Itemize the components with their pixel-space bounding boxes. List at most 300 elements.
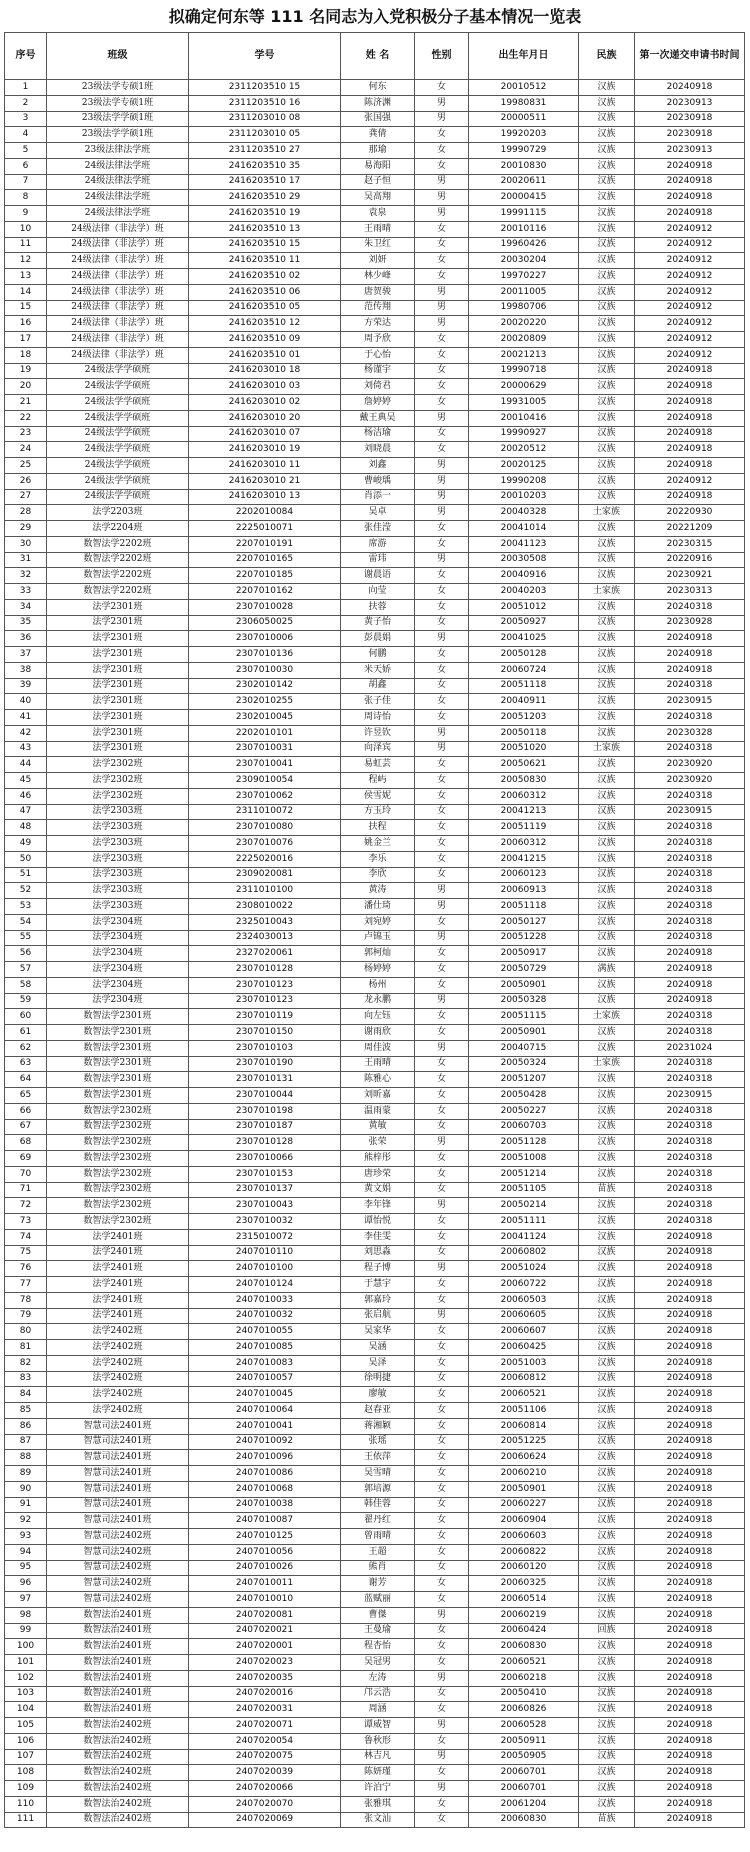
cell-application-date: 20240318 (635, 678, 745, 694)
cell-student-id: 2307010136 (189, 647, 341, 663)
cell-ethnicity: 回族 (579, 1623, 635, 1639)
cell-name: 杨婷婷 (341, 962, 415, 978)
cell-application-date: 20240918 (635, 1466, 745, 1482)
cell-student-id: 2407010033 (189, 1292, 341, 1308)
cell-class: 法学2401班 (47, 1277, 189, 1293)
cell-student-id: 2225020016 (189, 851, 341, 867)
cell-name: 刘晓晨 (341, 442, 415, 458)
cell-index: 98 (5, 1607, 47, 1623)
cell-birthdate: 20050118 (469, 725, 579, 741)
cell-ethnicity: 汉族 (579, 363, 635, 379)
cell-student-id: 2308010022 (189, 899, 341, 915)
cell-birthdate: 20050905 (469, 1749, 579, 1765)
cell-application-date: 20240918 (635, 1277, 745, 1293)
cell-class: 法学2301班 (47, 741, 189, 757)
cell-index: 79 (5, 1308, 47, 1324)
cell-birthdate: 20060120 (469, 1560, 579, 1576)
cell-birthdate: 20041215 (469, 851, 579, 867)
cell-application-date: 20240318 (635, 788, 745, 804)
cell-name: 曹峻瑀 (341, 473, 415, 489)
cell-gender: 男 (415, 95, 469, 111)
cell-class: 数智法治2402班 (47, 1733, 189, 1749)
cell-index: 62 (5, 1040, 47, 1056)
table-row (5, 489, 745, 505)
cell-birthdate: 20051111 (469, 1214, 579, 1230)
cell-student-id: 2407010055 (189, 1324, 341, 1340)
cell-application-date: 20240318 (635, 1103, 745, 1119)
cell-student-id: 2327020061 (189, 946, 341, 962)
cell-ethnicity: 汉族 (579, 1387, 635, 1403)
cell-student-id: 2307010028 (189, 599, 341, 615)
cell-ethnicity: 汉族 (579, 977, 635, 993)
cell-class: 法学2301班 (47, 725, 189, 741)
cell-ethnicity: 汉族 (579, 820, 635, 836)
cell-birthdate: 20051020 (469, 741, 579, 757)
cell-ethnicity: 汉族 (579, 804, 635, 820)
cell-class: 24级法学学硕班 (47, 395, 189, 411)
cell-student-id: 2416203510 06 (189, 284, 341, 300)
cell-ethnicity: 汉族 (579, 1576, 635, 1592)
cell-index: 64 (5, 1072, 47, 1088)
cell-ethnicity: 汉族 (579, 1639, 635, 1655)
cell-application-date: 20230918 (635, 111, 745, 127)
cell-student-id: 2407010125 (189, 1529, 341, 1545)
cell-application-date: 20240918 (635, 1308, 745, 1324)
table-row (5, 1025, 745, 1041)
cell-class: 24级法学学硕班 (47, 426, 189, 442)
cell-birthdate: 19990927 (469, 426, 579, 442)
cell-class: 法学2401班 (47, 1292, 189, 1308)
cell-name: 刘宛婷 (341, 914, 415, 930)
cell-class: 24级法学学硕班 (47, 489, 189, 505)
cell-ethnicity: 汉族 (579, 1497, 635, 1513)
table-row (5, 1765, 745, 1781)
cell-gender: 女 (415, 442, 469, 458)
cell-index: 107 (5, 1749, 47, 1765)
cell-name: 黄涛 (341, 883, 415, 899)
cell-student-id: 2307010041 (189, 757, 341, 773)
cell-class: 智慧司法2402班 (47, 1592, 189, 1608)
cell-index: 8 (5, 190, 47, 206)
cell-name: 谢晨语 (341, 568, 415, 584)
cell-gender: 女 (415, 1529, 469, 1545)
cell-name: 谭怡悦 (341, 1214, 415, 1230)
cell-gender: 女 (415, 1009, 469, 1025)
cell-birthdate: 20010416 (469, 410, 579, 426)
cell-gender: 女 (415, 678, 469, 694)
table-row (5, 1072, 745, 1088)
table-row (5, 1796, 745, 1812)
header-cell-gender: 性别 (415, 33, 469, 80)
table-row (5, 757, 745, 773)
cell-class: 数智法学2302班 (47, 1103, 189, 1119)
cell-gender: 女 (415, 363, 469, 379)
cell-ethnicity: 汉族 (579, 1733, 635, 1749)
cell-class: 法学2302班 (47, 773, 189, 789)
cell-student-id: 2307010153 (189, 1166, 341, 1182)
cell-student-id: 2307010123 (189, 993, 341, 1009)
cell-name: 戴王典吴 (341, 410, 415, 426)
cell-class: 法学2204班 (47, 521, 189, 537)
table-row (5, 1434, 745, 1450)
cell-name: 雷玮 (341, 552, 415, 568)
cell-student-id: 2307010131 (189, 1072, 341, 1088)
cell-application-date: 20240918 (635, 442, 745, 458)
table-row (5, 111, 745, 127)
cell-birthdate: 20050911 (469, 1733, 579, 1749)
cell-name: 左涛 (341, 1670, 415, 1686)
cell-student-id: 2311203510 15 (189, 80, 341, 96)
cell-ethnicity: 汉族 (579, 269, 635, 285)
cell-student-id: 2416203010 19 (189, 442, 341, 458)
cell-gender: 女 (415, 977, 469, 993)
cell-application-date: 20240918 (635, 1544, 745, 1560)
table-body (5, 80, 745, 1828)
cell-gender: 女 (415, 269, 469, 285)
cell-gender: 女 (415, 1387, 469, 1403)
cell-gender: 女 (415, 1072, 469, 1088)
cell-application-date: 20240918 (635, 1733, 745, 1749)
cell-name: 范传翔 (341, 300, 415, 316)
cell-application-date: 20240918 (635, 1576, 745, 1592)
cell-student-id: 2207010185 (189, 568, 341, 584)
cell-gender: 男 (415, 473, 469, 489)
cell-class: 23级法学学硕1班 (47, 111, 189, 127)
table-row (5, 347, 745, 363)
cell-gender: 女 (415, 1371, 469, 1387)
table-row (5, 773, 745, 789)
cell-birthdate: 20051119 (469, 820, 579, 836)
cell-class: 法学2301班 (47, 647, 189, 663)
cell-ethnicity: 土家族 (579, 1009, 635, 1025)
cell-student-id: 2407020023 (189, 1655, 341, 1671)
cell-index: 22 (5, 410, 47, 426)
cell-gender: 女 (415, 1277, 469, 1293)
cell-ethnicity: 汉族 (579, 127, 635, 143)
table-row (5, 1718, 745, 1734)
cell-name: 刘昕嘉 (341, 1088, 415, 1104)
cell-ethnicity: 汉族 (579, 1324, 635, 1340)
cell-index: 54 (5, 914, 47, 930)
cell-index: 29 (5, 521, 47, 537)
cell-name: 曾雨晴 (341, 1529, 415, 1545)
table-row (5, 1592, 745, 1608)
cell-index: 36 (5, 631, 47, 647)
cell-name: 黄敏 (341, 1119, 415, 1135)
cell-birthdate: 20010116 (469, 221, 579, 237)
table-row (5, 820, 745, 836)
cell-application-date: 20240918 (635, 174, 745, 190)
cell-class: 法学2301班 (47, 662, 189, 678)
cell-birthdate: 20050830 (469, 773, 579, 789)
cell-student-id: 2307010066 (189, 1151, 341, 1167)
cell-class: 法学2301班 (47, 694, 189, 710)
cell-birthdate: 20010512 (469, 80, 579, 96)
cell-application-date: 20240918 (635, 1781, 745, 1797)
cell-birthdate: 20051225 (469, 1434, 579, 1450)
cell-ethnicity: 汉族 (579, 1135, 635, 1151)
cell-class: 24级法律（非法学）班 (47, 332, 189, 348)
cell-index: 84 (5, 1387, 47, 1403)
cell-student-id: 2302010255 (189, 694, 341, 710)
cell-student-id: 2407010057 (189, 1371, 341, 1387)
cell-class: 法学2402班 (47, 1340, 189, 1356)
cell-gender: 女 (415, 773, 469, 789)
cell-name: 那瑜 (341, 143, 415, 159)
cell-birthdate: 20051228 (469, 930, 579, 946)
table-row (5, 1245, 745, 1261)
cell-index: 99 (5, 1623, 47, 1639)
cell-ethnicity: 汉族 (579, 1702, 635, 1718)
cell-birthdate: 20060521 (469, 1655, 579, 1671)
cell-ethnicity: 苗族 (579, 1182, 635, 1198)
cell-gender: 女 (415, 1088, 469, 1104)
cell-index: 103 (5, 1686, 47, 1702)
cell-ethnicity: 汉族 (579, 458, 635, 474)
cell-index: 75 (5, 1245, 47, 1261)
table-row (5, 1686, 745, 1702)
cell-student-id: 2407010045 (189, 1387, 341, 1403)
cell-student-id: 2407010068 (189, 1481, 341, 1497)
cell-student-id: 2407010010 (189, 1592, 341, 1608)
cell-class: 数智法学2302班 (47, 1119, 189, 1135)
cell-name: 李佳雯 (341, 1229, 415, 1245)
cell-name: 扶程 (341, 820, 415, 836)
table-row (5, 930, 745, 946)
table-row (5, 678, 745, 694)
cell-application-date: 20240918 (635, 1229, 745, 1245)
cell-application-date: 20240918 (635, 1529, 745, 1545)
table-row (5, 1355, 745, 1371)
cell-index: 68 (5, 1135, 47, 1151)
cell-application-date: 20240912 (635, 237, 745, 253)
cell-application-date: 20240318 (635, 914, 745, 930)
cell-ethnicity: 汉族 (579, 1749, 635, 1765)
cell-class: 法学2401班 (47, 1261, 189, 1277)
cell-index: 69 (5, 1151, 47, 1167)
cell-gender: 女 (415, 80, 469, 96)
cell-class: 法学2402班 (47, 1324, 189, 1340)
cell-birthdate: 20050324 (469, 1056, 579, 1072)
cell-name: 刘鑫 (341, 458, 415, 474)
cell-application-date: 20240318 (635, 899, 745, 915)
cell-application-date: 20240318 (635, 1214, 745, 1230)
cell-student-id: 2307010198 (189, 1103, 341, 1119)
cell-name: 向左钰 (341, 1009, 415, 1025)
table-row (5, 95, 745, 111)
cell-gender: 女 (415, 599, 469, 615)
cell-application-date: 20240918 (635, 410, 745, 426)
cell-application-date: 20240918 (635, 395, 745, 411)
cell-class: 数智法学2301班 (47, 1009, 189, 1025)
cell-birthdate: 20060325 (469, 1576, 579, 1592)
cell-student-id: 2407010087 (189, 1513, 341, 1529)
table-row (5, 1277, 745, 1293)
cell-application-date: 20240918 (635, 206, 745, 222)
cell-ethnicity: 汉族 (579, 710, 635, 726)
cell-class: 24级法律（非法学）班 (47, 221, 189, 237)
cell-index: 25 (5, 458, 47, 474)
table-row (5, 615, 745, 631)
cell-student-id: 2416203510 13 (189, 221, 341, 237)
cell-class: 智慧司法2401班 (47, 1450, 189, 1466)
cell-application-date: 20240918 (635, 1450, 745, 1466)
cell-gender: 女 (415, 1324, 469, 1340)
cell-index: 14 (5, 284, 47, 300)
cell-birthdate: 20000629 (469, 379, 579, 395)
cell-gender: 男 (415, 552, 469, 568)
cell-class: 数智法治2401班 (47, 1639, 189, 1655)
cell-ethnicity: 汉族 (579, 1151, 635, 1167)
cell-index: 48 (5, 820, 47, 836)
cell-gender: 女 (415, 536, 469, 552)
cell-application-date: 20240318 (635, 741, 745, 757)
table-row (5, 395, 745, 411)
cell-application-date: 20231024 (635, 1040, 745, 1056)
cell-ethnicity: 汉族 (579, 725, 635, 741)
table-row (5, 221, 745, 237)
cell-class: 智慧司法2402班 (47, 1529, 189, 1545)
cell-birthdate: 19980831 (469, 95, 579, 111)
cell-application-date: 20240918 (635, 489, 745, 505)
cell-application-date: 20240918 (635, 1261, 745, 1277)
table-row (5, 1182, 745, 1198)
cell-gender: 男 (415, 505, 469, 521)
cell-index: 10 (5, 221, 47, 237)
cell-index: 90 (5, 1481, 47, 1497)
cell-application-date: 20240918 (635, 1765, 745, 1781)
cell-name: 程屿 (341, 773, 415, 789)
cell-index: 13 (5, 269, 47, 285)
table-row (5, 363, 745, 379)
cell-student-id: 2207010165 (189, 552, 341, 568)
cell-application-date: 20240318 (635, 710, 745, 726)
cell-index: 50 (5, 851, 47, 867)
cell-ethnicity: 汉族 (579, 1607, 635, 1623)
cell-name: 陈济渊 (341, 95, 415, 111)
cell-class: 23级法学专硕1班 (47, 95, 189, 111)
table-row (5, 1733, 745, 1749)
cell-birthdate: 20060830 (469, 1812, 579, 1828)
cell-student-id: 2307010128 (189, 962, 341, 978)
cell-ethnicity: 汉族 (579, 1103, 635, 1119)
cell-gender: 女 (415, 836, 469, 852)
table-row (5, 237, 745, 253)
cell-birthdate: 20051115 (469, 1009, 579, 1025)
cell-student-id: 2416203510 01 (189, 347, 341, 363)
cell-name: 张瑶 (341, 1434, 415, 1450)
activist-table (4, 32, 745, 1828)
cell-application-date: 20240912 (635, 316, 745, 332)
cell-gender: 女 (415, 1544, 469, 1560)
table-row (5, 426, 745, 442)
cell-gender: 女 (415, 867, 469, 883)
cell-gender: 女 (415, 143, 469, 159)
cell-student-id: 2311203510 27 (189, 143, 341, 159)
cell-application-date: 20240912 (635, 347, 745, 363)
table-row (5, 442, 745, 458)
cell-name: 米天娇 (341, 662, 415, 678)
table-row (5, 300, 745, 316)
cell-application-date: 20240918 (635, 1387, 745, 1403)
cell-birthdate: 20050328 (469, 993, 579, 1009)
cell-student-id: 2407010083 (189, 1355, 341, 1371)
cell-birthdate: 20060123 (469, 867, 579, 883)
cell-ethnicity: 汉族 (579, 521, 635, 537)
table-row (5, 1229, 745, 1245)
cell-gender: 女 (415, 962, 469, 978)
cell-class: 24级法学学硕班 (47, 379, 189, 395)
table-row (5, 1812, 745, 1828)
cell-name: 袁泉 (341, 206, 415, 222)
cell-ethnicity: 汉族 (579, 851, 635, 867)
cell-ethnicity: 汉族 (579, 899, 635, 915)
cell-name: 黄文娟 (341, 1182, 415, 1198)
cell-gender: 女 (415, 1576, 469, 1592)
cell-student-id: 2416203010 03 (189, 379, 341, 395)
cell-application-date: 20230921 (635, 568, 745, 584)
cell-application-date: 20240318 (635, 851, 745, 867)
cell-gender: 女 (415, 221, 469, 237)
cell-birthdate: 20040203 (469, 584, 579, 600)
cell-name: 席游 (341, 536, 415, 552)
table-row (5, 473, 745, 489)
cell-gender: 女 (415, 851, 469, 867)
cell-student-id: 2207010162 (189, 584, 341, 600)
cell-class: 24级法学学硕班 (47, 410, 189, 426)
cell-class: 数智法学2301班 (47, 1040, 189, 1056)
cell-name: 潘仕琦 (341, 899, 415, 915)
cell-ethnicity: 汉族 (579, 316, 635, 332)
cell-index: 73 (5, 1214, 47, 1230)
cell-class: 24级法学学硕班 (47, 458, 189, 474)
cell-birthdate: 20060514 (469, 1592, 579, 1608)
cell-name: 吴冠男 (341, 1655, 415, 1671)
cell-application-date: 20240318 (635, 1198, 745, 1214)
table-row (5, 1655, 745, 1671)
cell-class: 数智法学2302班 (47, 1135, 189, 1151)
cell-ethnicity: 汉族 (579, 300, 635, 316)
cell-ethnicity: 汉族 (579, 426, 635, 442)
cell-application-date: 20240918 (635, 1292, 745, 1308)
cell-ethnicity: 汉族 (579, 410, 635, 426)
cell-birthdate: 20041124 (469, 1229, 579, 1245)
cell-name: 于慧宇 (341, 1277, 415, 1293)
cell-class: 法学2301班 (47, 631, 189, 647)
cell-ethnicity: 土家族 (579, 505, 635, 521)
cell-application-date: 20240918 (635, 1812, 745, 1828)
cell-student-id: 2309010054 (189, 773, 341, 789)
cell-birthdate: 20050410 (469, 1686, 579, 1702)
table-row (5, 568, 745, 584)
cell-ethnicity: 苗族 (579, 1812, 635, 1828)
cell-class: 法学2401班 (47, 1308, 189, 1324)
cell-ethnicity: 汉族 (579, 1245, 635, 1261)
cell-student-id: 2416203510 19 (189, 206, 341, 222)
cell-student-id: 2407010011 (189, 1576, 341, 1592)
cell-ethnicity: 汉族 (579, 867, 635, 883)
header-cell-name: 姓 名 (341, 33, 415, 80)
cell-student-id: 2407010038 (189, 1497, 341, 1513)
cell-ethnicity: 汉族 (579, 1214, 635, 1230)
table-row (5, 80, 745, 96)
cell-gender: 女 (415, 521, 469, 537)
cell-student-id: 2307010119 (189, 1009, 341, 1025)
cell-application-date: 20230928 (635, 615, 745, 631)
cell-name: 张荣 (341, 1135, 415, 1151)
cell-gender: 女 (415, 1623, 469, 1639)
cell-ethnicity: 汉族 (579, 1308, 635, 1324)
